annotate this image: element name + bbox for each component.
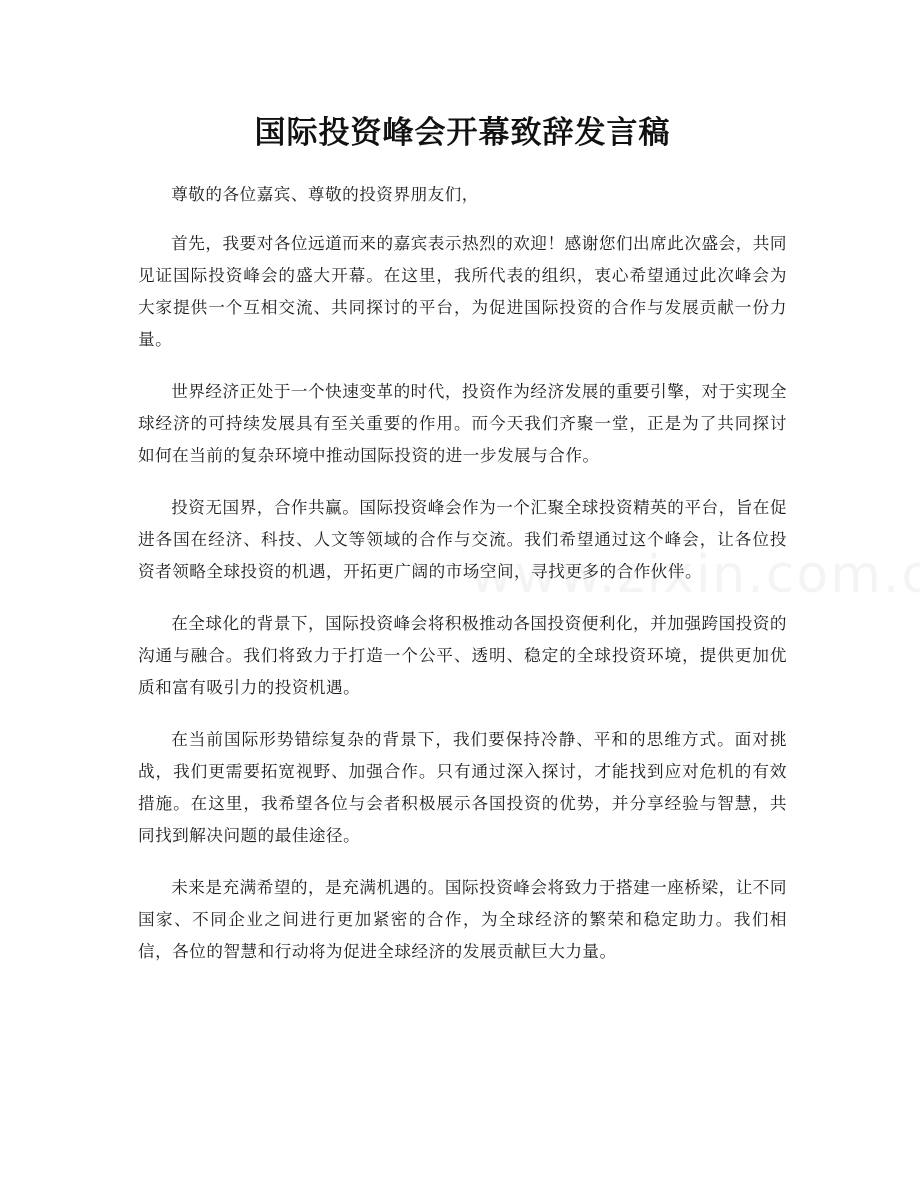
salutation-paragraph: 尊敬的各位嘉宾、尊敬的投资界朋友们， [171, 185, 479, 204]
document-title: 国际投资峰会开幕致辞发言稿 [254, 115, 671, 151]
body-paragraph-6: 未来是充满希望的，是充满机遇的。国际投资峰会将致力于搭建一座桥梁，让不同国家、不同企业之间进行更加紧密的合作，为全球经济的繁荣和稳定助力。我们相信，各位的智慧和行动将为促进全球经济的发展贡献巨大力量。 [138, 878, 787, 961]
body-paragraph-1: 首先，我要对各位远道而来的嘉宾表示热烈的欢迎！感谢您们出席此次盛会，共同见证国际投资峰会的盛大开幕。在这里，我所代表的组织，衷心希望通过此次峰会为大家提供一个互相交流、共同探讨的平台，为促进国际投资的合作与发展贡献一份力量。 [138, 234, 787, 349]
body-paragraph-3: 投资无国界，合作共赢。国际投资峰会作为一个汇聚全球投资精英的平台，旨在促进各国在经济、科技、人文等领域的合作与交流。我们希望通过这个峰会，让各位投资者领略全球投资的机遇，开拓更广阔的市场空间，寻找更多的合作伙伴。 [138, 498, 787, 581]
body-paragraph-4: 在全球化的背景下，国际投资峰会将积极推动各国投资便利化，并加强跨国投资的沟通与融合。我们将致力于打造一个公平、透明、稳定的全球投资环境，提供更加优质和富有吸引力的投资机遇。 [138, 614, 787, 697]
body-paragraph-2: 世界经济正处于一个快速变革的时代，投资作为经济发展的重要引擎，对于实现全球经济的可持续发展具有至关重要的作用。而今天我们齐聚一堂，正是为了共同探讨如何在当前的复杂环境中推动国际投资的进一步发展与合作。 [138, 382, 787, 465]
body-paragraph-5: 在当前国际形势错综复杂的背景下，我们要保持冷静、平和的思维方式。面对挑战，我们更需要拓宽视野、加强合作。只有通过深入探讨，才能找到应对危机的有效措施。在这里，我希望各位与会者积极展示各国投资的优势，并分享经验与智慧，共同找到解决问题的最佳途径。 [138, 730, 787, 845]
document-body [138, 179, 787, 968]
